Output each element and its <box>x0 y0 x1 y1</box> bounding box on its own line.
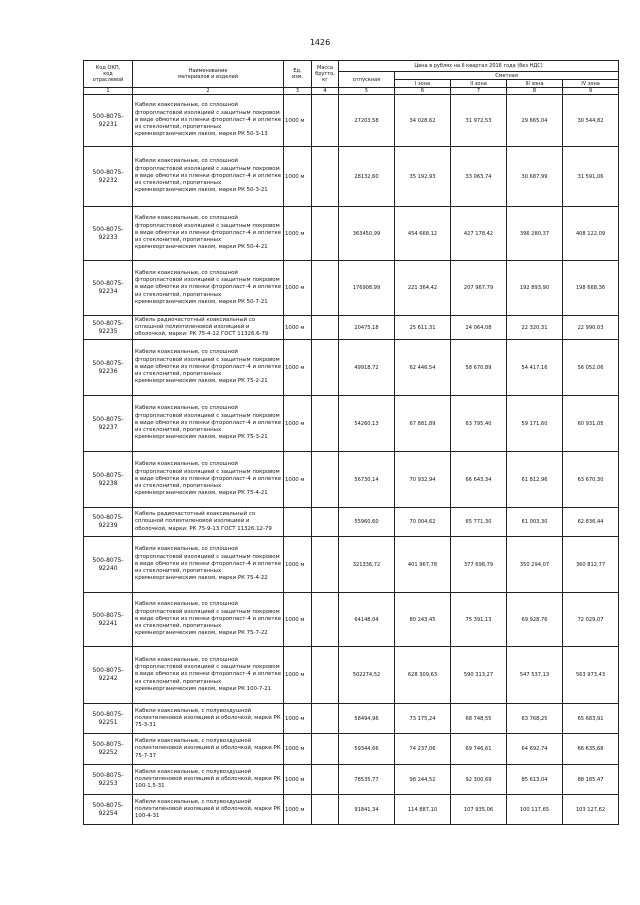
table-row <box>84 396 619 452</box>
zone3-price: 547 537,13 <box>507 647 563 704</box>
release-price: 64148,04 <box>339 593 395 647</box>
okp-code: 500-8075-92232 <box>84 147 133 207</box>
zone1-price: 34 028,62 <box>395 95 451 147</box>
zone2-price: 33 063,74 <box>451 147 507 207</box>
unit-cell: 1000 м <box>284 593 312 647</box>
release-price: 176908,99 <box>339 261 395 316</box>
zone1-price: 35 192,93 <box>395 147 451 207</box>
zone4-price: 72 029,07 <box>563 593 619 647</box>
zone3-price: 85 613,04 <box>507 765 563 795</box>
zone2-price: 92 300,69 <box>451 765 507 795</box>
zone4-price: 88 185,47 <box>563 765 619 795</box>
release-price: 321336,72 <box>339 537 395 593</box>
mass-cell <box>312 316 339 340</box>
zone1-price: 401 967,78 <box>395 537 451 593</box>
release-price: 56730,14 <box>339 452 395 508</box>
table-row <box>84 95 619 147</box>
release-price: 91841,34 <box>339 795 395 825</box>
table-row <box>84 704 619 734</box>
unit-cell: 1000 м <box>284 147 312 207</box>
mass-cell <box>312 647 339 704</box>
okp-code: 500-8075-92242 <box>84 647 133 704</box>
material-name: Кабели коаксиальные, со сплошной фторопластовой изоляцией с защитным покровом в виде обмотки из пленки фторопласт-4 и оплетке из стеклонитей, пропитанных кремнеорганическим лаком, марки РК 50-7-21 <box>133 261 284 316</box>
unit-cell: 1000 м <box>284 396 312 452</box>
zone4-price: 65 683,91 <box>563 704 619 734</box>
okp-code: 500-8075-92237 <box>84 396 133 452</box>
price-table <box>83 60 619 825</box>
material-name: Кабели коаксиальные, с полувоздушной полиэтиленовой изоляцией и оболочкой, марки РК 100-4-31 <box>133 795 284 825</box>
header-zone3: III зона <box>507 80 563 88</box>
column-number: 9 <box>563 88 619 95</box>
table-row <box>84 147 619 207</box>
okp-code: 500-8075-92231 <box>84 95 133 147</box>
okp-code: 500-8075-92254 <box>84 795 133 825</box>
release-price: 54260,13 <box>339 396 395 452</box>
mass-cell <box>312 147 339 207</box>
zone2-price: 107 935,06 <box>451 795 507 825</box>
header-release: отпускная <box>339 72 395 88</box>
header-zone2: II зона <box>451 80 507 88</box>
mass-cell <box>312 508 339 537</box>
mass-cell <box>312 795 339 825</box>
header-price-title: Цена в рублях на II квартал 2016 года (без НДС) <box>339 61 619 72</box>
header-name: Наименование материалов и изделий <box>133 61 284 88</box>
zone2-price: 377 698,79 <box>451 537 507 593</box>
mass-cell <box>312 734 339 765</box>
header-code: Код ОКП, код отраслевой <box>84 61 133 88</box>
column-number: 5 <box>339 88 395 95</box>
column-number: 1 <box>84 88 133 95</box>
zone4-price: 198 668,36 <box>563 261 619 316</box>
zone2-price: 69 746,61 <box>451 734 507 765</box>
mass-cell <box>312 452 339 508</box>
zone3-price: 59 171,60 <box>507 396 563 452</box>
release-price: 78535,77 <box>339 765 395 795</box>
mass-cell <box>312 593 339 647</box>
zone4-price: 60 931,05 <box>563 396 619 452</box>
okp-code: 500-8075-92252 <box>84 734 133 765</box>
release-price: 58494,96 <box>339 704 395 734</box>
material-name: Кабели коаксиальные, со сплошной фторопластовой изоляцией с защитным покровом в виде обмотки из пленки фторопласт-4 и оплетке из стеклонитей, пропитанных кремнеорганическим лаком, марки РК 75-4-22 <box>133 537 284 593</box>
unit-cell: 1000 м <box>284 452 312 508</box>
material-name: Кабель радиочастотный коаксиальный со сплошной полиэтиленовой изоляцией и оболочкой, марки: РК 75-4-12 ГОСТ 11326.6-79 <box>133 316 284 340</box>
okp-code: 500-8075-92236 <box>84 340 133 396</box>
header-zone1: I зона <box>395 80 451 88</box>
zone4-price: 408 122,09 <box>563 207 619 261</box>
zone1-price: 74 237,06 <box>395 734 451 765</box>
zone3-price: 192 893,90 <box>507 261 563 316</box>
release-price: 59344,66 <box>339 734 395 765</box>
column-number-row <box>84 88 619 95</box>
zone2-price: 427 178,42 <box>451 207 507 261</box>
zone1-price: 70 932,94 <box>395 452 451 508</box>
zone4-price: 30 544,82 <box>563 95 619 147</box>
table-row <box>84 340 619 396</box>
zone2-price: 66 643,34 <box>451 452 507 508</box>
material-name: Кабели коаксиальные, со сплошной фторопластовой изоляцией с защитным покровом в виде обмотки из пленки фторопласт-4 и оплетке из стеклонитей, пропитанных кремнеорганическим лаком, марки РК 100-7-21 <box>133 647 284 704</box>
zone3-price: 29 665,04 <box>507 95 563 147</box>
unit-cell: 1000 м <box>284 340 312 396</box>
zone3-price: 64 692,74 <box>507 734 563 765</box>
table-row <box>84 765 619 795</box>
table-row <box>84 261 619 316</box>
material-name: Кабели коаксиальные, со сплошной фторопластовой изоляцией с защитным покровом в виде обмотки из пленки фторопласт-4 и оплетке из стеклонитей, пропитанных кремнеорганическим лаком, марки РК 50-4-21 <box>133 207 284 261</box>
table-row <box>84 316 619 340</box>
table-row <box>84 508 619 537</box>
column-number: 2 <box>133 88 284 95</box>
zone4-price: 31 591,06 <box>563 147 619 207</box>
okp-code: 500-8075-92234 <box>84 261 133 316</box>
okp-code: 500-8075-92239 <box>84 508 133 537</box>
table-row <box>84 452 619 508</box>
zone1-price: 62 446,54 <box>395 340 451 396</box>
column-number: 8 <box>507 88 563 95</box>
material-name: Кабели коаксиальные, со сплошной фторопластовой изоляцией с защитным покровом в виде обмотки из пленки фторопласт-4 и оплетке из стеклонитей, пропитанных кремнеорганическим лаком, марки РК 50-3-21 <box>133 147 284 207</box>
zone4-price: 62 836,44 <box>563 508 619 537</box>
unit-cell: 1000 м <box>284 795 312 825</box>
okp-code: 500-8075-92251 <box>84 704 133 734</box>
mass-cell <box>312 340 339 396</box>
zone2-price: 31 972,53 <box>451 95 507 147</box>
okp-code: 500-8075-92240 <box>84 537 133 593</box>
material-name: Кабели коаксиальные, с полувоздушной полиэтиленовой изоляцией и оболочкой, марки РК 75-3-31 <box>133 704 284 734</box>
zone4-price: 22 990,03 <box>563 316 619 340</box>
okp-code: 500-8075-92241 <box>84 593 133 647</box>
header-estimate: Сметная <box>395 72 619 80</box>
zone4-price: 66 635,68 <box>563 734 619 765</box>
unit-cell: 1000 м <box>284 647 312 704</box>
zone3-price: 61 003,30 <box>507 508 563 537</box>
table-row <box>84 647 619 704</box>
zone1-price: 25 611,31 <box>395 316 451 340</box>
mass-cell <box>312 396 339 452</box>
zone4-price: 56 052,06 <box>563 340 619 396</box>
unit-cell: 1000 м <box>284 537 312 593</box>
zone4-price: 63 670,30 <box>563 452 619 508</box>
zone2-price: 63 795,40 <box>451 396 507 452</box>
zone1-price: 98 244,52 <box>395 765 451 795</box>
column-number: 4 <box>312 88 339 95</box>
okp-code: 500-8075-92233 <box>84 207 133 261</box>
unit-cell: 1000 м <box>284 734 312 765</box>
unit-cell: 1000 м <box>284 261 312 316</box>
column-number: 3 <box>284 88 312 95</box>
column-number: 7 <box>451 88 507 95</box>
mass-cell <box>312 261 339 316</box>
zone3-price: 22 320,31 <box>507 316 563 340</box>
table-row <box>84 207 619 261</box>
zone3-price: 30 687,99 <box>507 147 563 207</box>
okp-code: 500-8075-92238 <box>84 452 133 508</box>
zone3-price: 61 812,96 <box>507 452 563 508</box>
release-price: 28132,60 <box>339 147 395 207</box>
material-name: Кабели коаксиальные, со сплошной фторопластовой изоляцией с защитным покровом в виде обмотки из пленки фторопласт-4 и оплетке из стеклонитей, пропитанных кремнеорганическим лаком, марки РК 75-4-21 <box>133 452 284 508</box>
header-mass: Масса брутто, кг <box>312 61 339 88</box>
zone2-price: 58 670,89 <box>451 340 507 396</box>
okp-code: 500-8075-92235 <box>84 316 133 340</box>
zone1-price: 628 309,63 <box>395 647 451 704</box>
release-price: 49918,72 <box>339 340 395 396</box>
zone3-price: 100 117,65 <box>507 795 563 825</box>
zone1-price: 67 881,89 <box>395 396 451 452</box>
mass-cell <box>312 207 339 261</box>
zone3-price: 63 768,25 <box>507 704 563 734</box>
zone2-price: 68 748,55 <box>451 704 507 734</box>
table-row <box>84 734 619 765</box>
material-name: Кабель радиочастотный коаксиальный со сплошной полиэтиленовой изоляцией и оболочкой, марки: РК 75-9-13 ГОСТ 11326.12-79 <box>133 508 284 537</box>
zone1-price: 221 364,42 <box>395 261 451 316</box>
mass-cell <box>312 704 339 734</box>
release-price: 363450,99 <box>339 207 395 261</box>
mass-cell <box>312 765 339 795</box>
release-price: 27203,58 <box>339 95 395 147</box>
header-unit: Ед. изм. <box>284 61 312 88</box>
zone3-price: 54 417,16 <box>507 340 563 396</box>
unit-cell: 1000 м <box>284 765 312 795</box>
zone1-price: 114 887,10 <box>395 795 451 825</box>
table-row <box>84 795 619 825</box>
material-name: Кабели коаксиальные, с полувоздушной полиэтиленовой изоляцией и оболочкой, марки РК 100-1,5-31 <box>133 765 284 795</box>
zone2-price: 65 771,30 <box>451 508 507 537</box>
table-row <box>84 537 619 593</box>
column-number: 6 <box>395 88 451 95</box>
release-price: 20475,18 <box>339 316 395 340</box>
zone4-price: 563 973,43 <box>563 647 619 704</box>
release-price: 502274,52 <box>339 647 395 704</box>
release-price: 55960,60 <box>339 508 395 537</box>
okp-code: 500-8075-92253 <box>84 765 133 795</box>
unit-cell: 1000 м <box>284 316 312 340</box>
zone2-price: 207 967,79 <box>451 261 507 316</box>
zone4-price: 360 812,77 <box>563 537 619 593</box>
zone2-price: 75 391,13 <box>451 593 507 647</box>
unit-cell: 1000 м <box>284 704 312 734</box>
zone4-price: 103 127,62 <box>563 795 619 825</box>
material-name: Кабели коаксиальные, со сплошной фторопластовой изоляцией с защитным покровом в виде обмотки из пленки фторопласт-4 и оплетке из стеклонитей, пропитанных кремнеорганическим лаком, марки РК 50-3-13 <box>133 95 284 147</box>
material-name: Кабели коаксиальные, со сплошной фторопластовой изоляцией с защитным покровом в виде обмотки из пленки фторопласт-4 и оплетке из стеклонитей, пропитанных кремнеорганическим лаком, марки РК 75-7-22 <box>133 593 284 647</box>
zone1-price: 70 004,62 <box>395 508 451 537</box>
zone3-price: 350 294,07 <box>507 537 563 593</box>
zone1-price: 454 668,12 <box>395 207 451 261</box>
material-name: Кабели коаксиальные, со сплошной фторопластовой изоляцией с защитным покровом в виде обмотки из пленки фторопласт-4 и оплетке из стеклонитей, пропитанных кремнеорганическим лаком, марки РК 75-2-21 <box>133 340 284 396</box>
unit-cell <box>284 508 312 537</box>
zone3-price: 396 280,37 <box>507 207 563 261</box>
material-name: Кабели коаксиальные, со сплошной фторопластовой изоляцией с защитным покровом в виде обмотки из пленки фторопласт-4 и оплетке из стеклонитей, пропитанных кремнеорганическим лаком, марки РК 75-3-21 <box>133 396 284 452</box>
unit-cell: 1000 м <box>284 95 312 147</box>
table-row <box>84 593 619 647</box>
page-number: 1426 <box>309 38 331 47</box>
zone1-price: 73 175,24 <box>395 704 451 734</box>
unit-cell: 1000 м <box>284 207 312 261</box>
material-name: Кабели коаксиальные, с полувоздушной полиэтиленовой изоляцией и оболочкой, марки РК 75-7-37 <box>133 734 284 765</box>
mass-cell <box>312 95 339 147</box>
zone2-price: 24 064,08 <box>451 316 507 340</box>
zone1-price: 80 243,45 <box>395 593 451 647</box>
mass-cell <box>312 537 339 593</box>
zone2-price: 590 313,27 <box>451 647 507 704</box>
header-zone4: IV зона <box>563 80 619 88</box>
zone3-price: 69 928,76 <box>507 593 563 647</box>
